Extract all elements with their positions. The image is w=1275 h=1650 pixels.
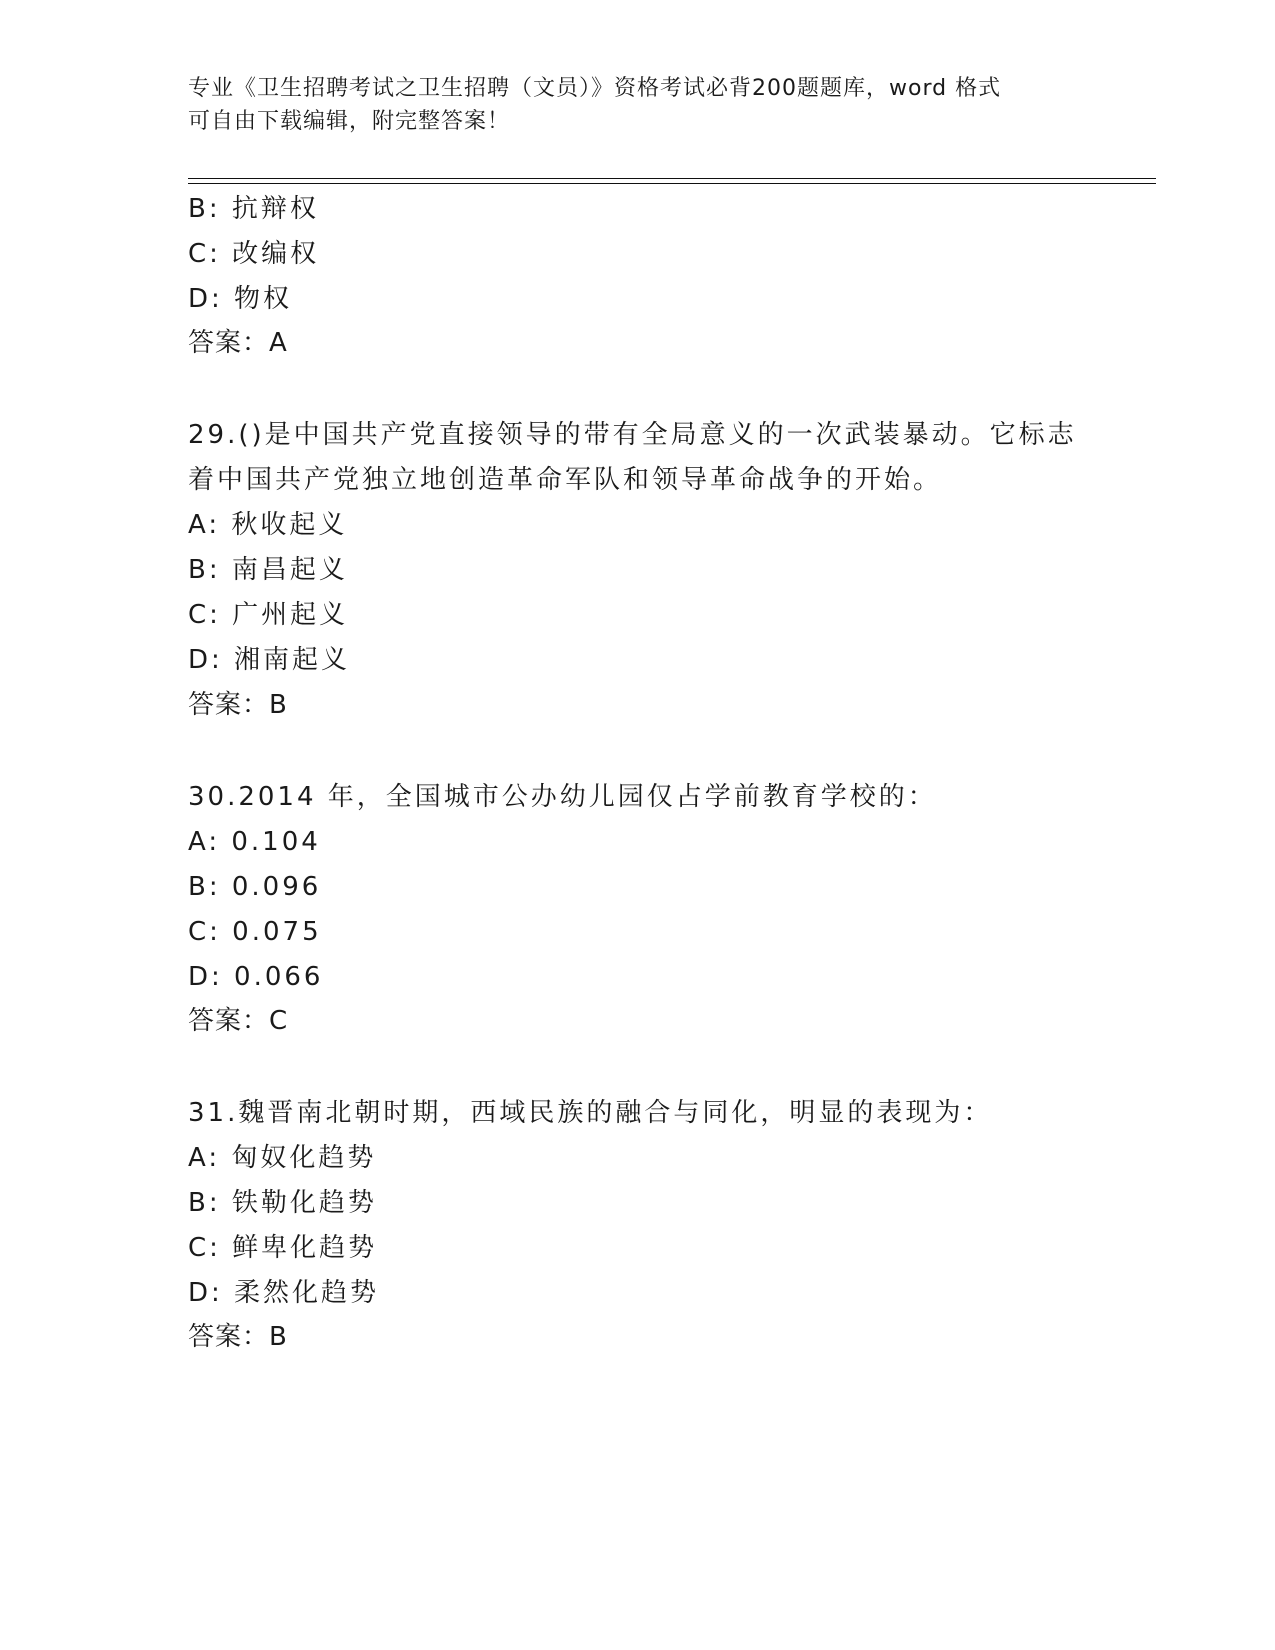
- q31-option-c: C: 鲜卑化趋势: [188, 1233, 378, 1263]
- q30-stem: 30.2014 年，全国城市公办幼儿园仅占学前教育学校的：: [188, 782, 937, 812]
- q28-option-b: B: 抗辩权: [188, 194, 319, 224]
- q31-answer: 答案：B: [188, 1322, 288, 1352]
- header-divider-bottom: [188, 183, 1156, 184]
- q30-answer: 答案：C: [188, 1006, 289, 1036]
- q31-stem: 31.魏晋南北朝时期，西域民族的融合与同化，明显的表现为：: [188, 1098, 993, 1128]
- document-header: [188, 72, 1068, 138]
- q29-stem-line-1: 29.()是中国共产党直接领导的带有全局意义的一次武装暴动。它标志: [188, 420, 1077, 450]
- q29-stem-line-2: 着中国共产党独立地创造革命军队和领导革命战争的开始。: [188, 465, 943, 495]
- q29-option-b: B: 南昌起义: [188, 555, 348, 585]
- q31-option-d: D: 柔然化趋势: [188, 1278, 380, 1308]
- q31-option-a: A: 匈奴化趋势: [188, 1143, 377, 1173]
- q31-option-b: B: 铁勒化趋势: [188, 1188, 377, 1218]
- q29-option-a: A: 秋收起义: [188, 510, 348, 540]
- q28-answer: 答案：A: [188, 328, 288, 358]
- q30-option-a: A: 0.104: [188, 827, 321, 857]
- q29-answer: 答案：B: [188, 690, 288, 720]
- header-divider-top: [188, 178, 1156, 179]
- q30-option-d: D: 0.066: [188, 962, 324, 992]
- header-title-line-1: 专业《卫生招聘考试之卫生招聘（文员）》资格考试必背200题题库，word 格式: [188, 76, 1002, 101]
- header-title-line-2: 可自由下载编辑，附完整答案！: [188, 109, 511, 134]
- q29-option-c: C: 广州起义: [188, 600, 349, 630]
- q29-option-d: D: 湘南起义: [188, 645, 351, 675]
- q30-option-c: C: 0.075: [188, 917, 322, 947]
- q30-option-b: B: 0.096: [188, 872, 322, 902]
- q28-option-c: C: 改编权: [188, 239, 320, 269]
- q28-option-d: D: 物权: [188, 284, 293, 314]
